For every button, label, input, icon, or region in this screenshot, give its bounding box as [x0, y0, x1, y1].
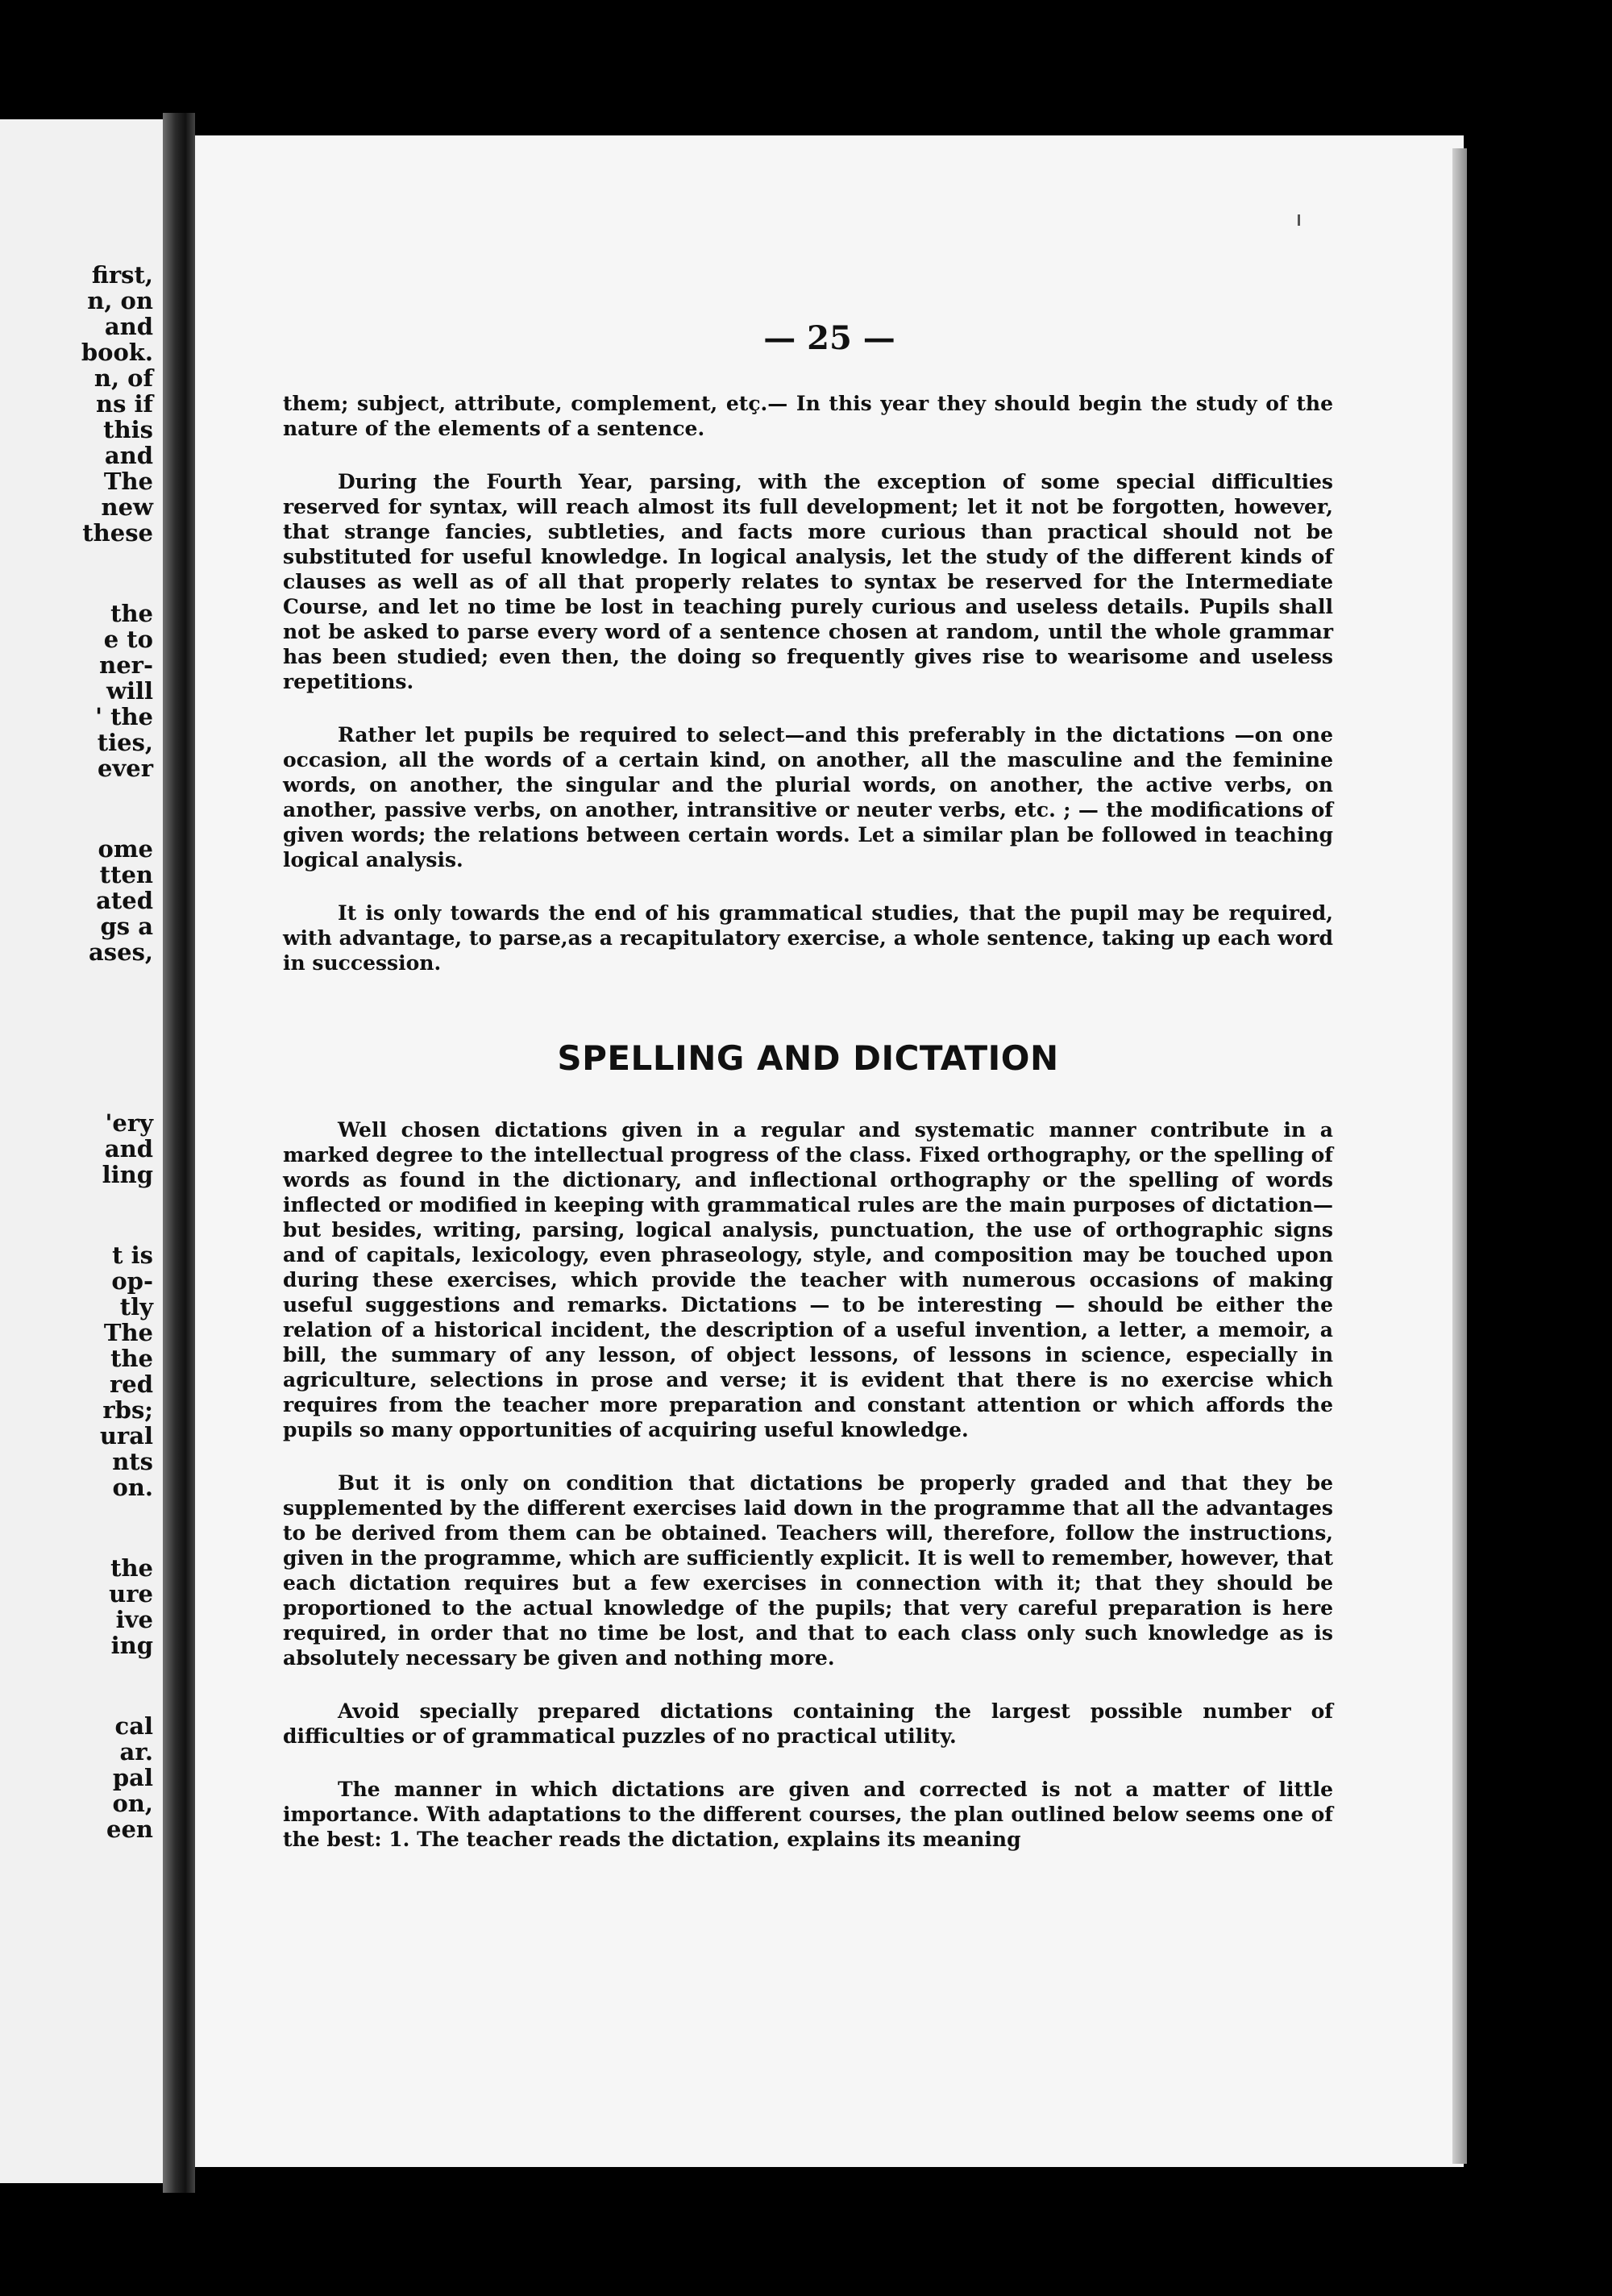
left-page-fragment: tten	[99, 861, 153, 888]
left-page-fragment: ive	[115, 1606, 153, 1633]
left-page-fragment: ure	[109, 1580, 153, 1608]
left-page-fragment: on.	[112, 1474, 153, 1501]
left-page-fragment: rbs;	[102, 1396, 153, 1424]
left-page-fragment: 'ery	[105, 1109, 153, 1137]
left-page-fragment: ated	[96, 887, 153, 914]
left-page-fragment: ural	[99, 1422, 153, 1450]
left-page-fragment: een	[106, 1816, 153, 1843]
paragraph: Rather let pupils be required to select—and this preferably in the dictations —on one occasion, all the words of a certain kind, on another, all the masculine and the feminine words, on another, the singular and the plurial words, on another, the active verbs, on another, passive verbs, on another, intransitive or neuter verbs, etc. ; — the modifications of given words; the relations between certain words. Let a similar plan be followed in teaching logical analysis.	[283, 723, 1333, 871]
left-page-fragment: ar.	[119, 1738, 153, 1766]
paragraph: them; subject, attribute, complement, etç.— In this year they should begin the study of the nature of the elements of a sentence.	[283, 392, 1333, 440]
left-page-fragment: and	[104, 442, 153, 469]
right-page	[195, 135, 1464, 2167]
paragraph: During the Fourth Year, parsing, with the exception of some special difficulties reserved for syntax, will reach almost its full development; let it not be forgotten, however, that strange fancies, subtleties, and facts more curious than practical should not be substituted for useful knowledge. In logical analysis, let the study of the different kinds of clauses as well as of all that properly relates to syntax be reserved for the Intermediate Course, and let no time be lost in teaching purely curious and useless details. Pupils shall not be asked to parse every word of a sentence chosen at random, until the whole grammar has been studied; even then, the doing so frequently gives rise to wearisome and useless repetitions.	[283, 470, 1333, 693]
book-gutter	[163, 113, 195, 2193]
left-page-fragment: nts	[112, 1448, 153, 1475]
left-page-fragment: will	[106, 677, 153, 705]
left-page-fragment: e to	[103, 626, 153, 653]
left-page-fragment: gs a	[100, 913, 153, 940]
left-page-fragment: ns if	[96, 390, 153, 418]
section-heading: SPELLING AND DICTATION	[557, 1038, 1059, 1078]
paragraph: Well chosen dictations given in a regular and systematic manner contribute in a marked degree to the intellectual progress of the class. Fixed orthography, or the spelling of words as found in the dictionary, and inflectional orthography or the spelling of words inflected or modified in keeping with grammatical rules are the main purposes of dictation—but besides, writing, parsing, logical analysis, punctuation, the use of orthographic signs and of capitals, lexicology, even phraseology, style, and composition may be touched upon during these exercises, which provide the teacher with numerous occasions of making useful suggestions and remarks. Dictations — to be interesting — should be either the relation of a historical incident, the description of a useful invention, a letter, a memoir, a bill, the summary of any lesson, of object lessons, of lessons in science, especially in agriculture, selections in prose and verse; it is evident that there is no exercise which requires from the teacher more preparation and constant attention or which affords the pupils so many opportunities of acquiring useful knowledge.	[283, 1118, 1333, 1441]
left-page-fragment: op-	[111, 1267, 153, 1295]
paragraph: It is only towards the end of his grammatical studies, that the pupil may be required, with advantage, to parse,as a recapitulatory exercise, a whole sentence, taking up each word in succession.	[283, 901, 1333, 975]
left-page	[0, 119, 163, 2183]
left-page-fragment: n, of	[93, 364, 153, 392]
left-page-fragment: cal	[114, 1712, 153, 1740]
left-page-text	[0, 119, 163, 2183]
left-page-fragment: tly	[119, 1293, 153, 1321]
left-page-fragment: first,	[91, 261, 153, 289]
left-page-fragment: t is	[112, 1242, 153, 1269]
left-page-fragment: the	[110, 1554, 153, 1582]
left-page-fragment: and	[104, 1135, 153, 1163]
left-page-fragment: ever	[97, 755, 153, 782]
left-page-fragment: book.	[81, 339, 153, 366]
left-page-fragment: The	[103, 1319, 153, 1346]
left-page-fragment: red	[109, 1371, 153, 1398]
section-text	[283, 1117, 1333, 1852]
page-number: — 25 —	[763, 319, 895, 357]
left-page-fragment: and	[104, 313, 153, 340]
intro-text	[283, 391, 1333, 975]
left-page-fragment: ing	[110, 1632, 153, 1659]
ink-speck	[1298, 214, 1300, 226]
paragraph: But it is only on condition that dictations be properly graded and that they be supplemented by the different exercises laid down in the programme that all the advantages to be derived from them can be obtained. Teachers will, therefore, follow the instructions, given in the programme, which are sufficiently explicit. It is well to remember, however, that each dictation requires but a few exercises in connection with it; that they should be proportioned to the actual knowledge of the pupils; that very careful preparation is here required, in order that no time be lost, and that to each class only such knowledge as is absolutely necessary be given and nothing more.	[283, 1471, 1333, 1670]
left-page-fragment: the	[110, 600, 153, 627]
left-page-fragment: The	[103, 468, 153, 495]
left-page-fragment: ' the	[95, 703, 153, 730]
left-page-fragment: this	[103, 416, 153, 443]
left-page-fragment: on,	[112, 1790, 153, 1817]
left-page-fragment: ties,	[97, 729, 153, 756]
left-page-fragment: n, on	[87, 287, 153, 314]
left-page-fragment: new	[101, 493, 153, 521]
paragraph: Avoid specially prepared dictations containing the largest possible number of difficulties or of grammatical puzzles of no practical utility.	[283, 1699, 1333, 1748]
paragraph: The manner in which dictations are given and corrected is not a matter of little importance. With adaptations to the different courses, the plan outlined below seems one of the best: 1. The teacher reads the dictation, explains its meaning	[283, 1778, 1333, 1851]
left-page-fragment: ner-	[99, 651, 153, 679]
left-page-fragment: these	[82, 519, 153, 547]
left-page-fragment: pal	[112, 1764, 153, 1791]
left-page-fragment: the	[110, 1345, 153, 1372]
left-page-fragment: ome	[98, 835, 153, 863]
left-page-fragment: ases,	[89, 938, 153, 966]
page-edge	[1452, 148, 1467, 2164]
left-page-fragment: ling	[102, 1161, 153, 1188]
